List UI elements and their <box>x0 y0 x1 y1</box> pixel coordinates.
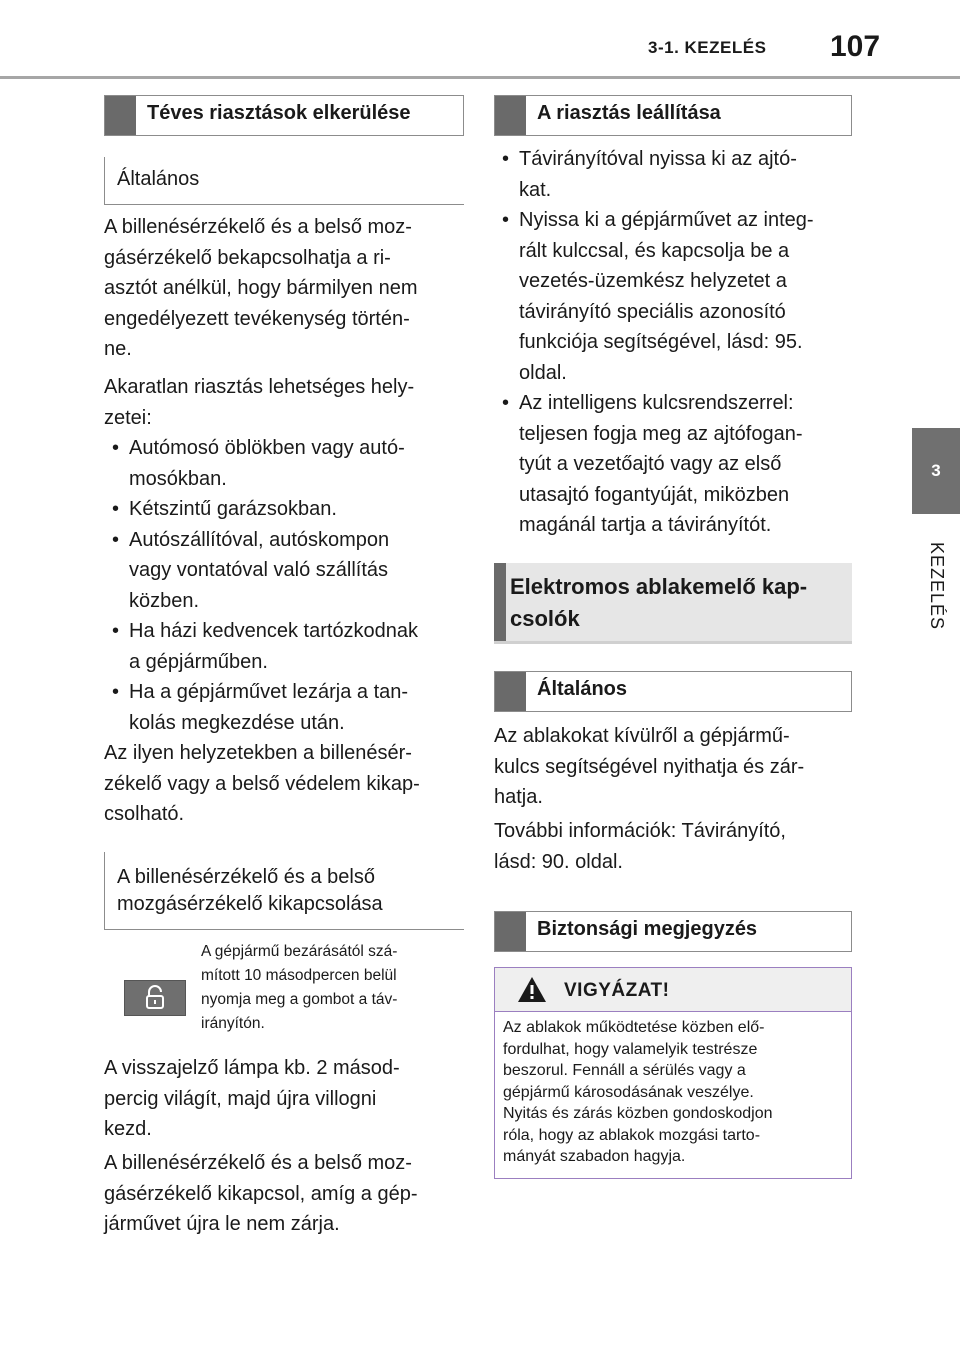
warning-box <box>494 967 852 1179</box>
subheading-general: Általános <box>117 168 200 190</box>
heading-bar <box>494 563 506 641</box>
text-line: gásérzékelő kikapcsol, amíg a gép- <box>104 1182 418 1205</box>
section-heading-false-alarms <box>104 95 464 136</box>
text-line: beszorul. Fennáll a sérülés vagy a <box>503 1062 746 1079</box>
subheading-rule <box>104 929 464 930</box>
text-line: Nyitás és zárás közben gondoskodjon <box>503 1105 773 1122</box>
text-line: magánál tartja a távirányítót. <box>519 514 772 536</box>
section-heading-general <box>494 671 852 712</box>
text-line: hatja. <box>494 786 543 808</box>
text-line: gásérzékelő bekapcsolhatja a ri- <box>104 246 391 269</box>
text-line: A billenésérzékelő és a belső moz- <box>104 216 412 238</box>
text-line: fordulhat, hogy valamelyik testrésze <box>503 1040 758 1058</box>
warning-text <box>503 1017 843 1168</box>
section-heading-stop-alarm <box>494 95 852 136</box>
chapter-tab <box>912 428 960 514</box>
text-line: mosókban. <box>129 467 227 490</box>
subheading-border <box>104 157 105 205</box>
text-line: mozgásérzékelő kikapcsolása <box>117 893 383 915</box>
section-heading-text: Általános <box>537 678 628 700</box>
paragraph-windows <box>494 721 856 813</box>
text-line: mított 10 másodpercen belül <box>201 967 397 984</box>
text-line: kezd. <box>104 1118 152 1140</box>
text-line: járművet újra le nem zárja. <box>104 1213 340 1235</box>
subheading-rule <box>104 204 464 205</box>
list-item <box>104 616 466 677</box>
text-line: Az ablakok működtetése közben elő- <box>503 1019 765 1036</box>
text-line: mányát szabadon hagyja. <box>503 1148 686 1165</box>
heading-bar <box>495 96 526 135</box>
paragraph-disable-note <box>104 738 466 830</box>
heading-bar <box>495 912 526 951</box>
running-header-section: 3-1. KEZELÉS <box>648 38 767 57</box>
text-line: irányítón. <box>201 1015 265 1032</box>
text-line: lásd: 90. oldal. <box>494 850 623 873</box>
header-divider <box>0 76 960 79</box>
text-line: A visszajelző lámpa kb. 2 másod- <box>104 1057 400 1079</box>
paragraph-situations <box>104 372 466 433</box>
text-line: zetei: <box>104 406 152 429</box>
text-line: csolók <box>510 606 580 631</box>
list-item <box>494 388 856 541</box>
list-item <box>104 494 466 525</box>
warning-title: VIGYÁZAT! <box>564 980 670 1001</box>
section-heading-text: Biztonsági megjegyzés <box>537 918 758 940</box>
heading-bar <box>105 96 136 135</box>
text-line: ne. <box>104 338 132 360</box>
warning-triangle-icon <box>517 976 547 1003</box>
text-line: percig világít, majd újra villogni <box>104 1087 377 1110</box>
text-line: közben. <box>129 589 200 612</box>
situations-list <box>104 433 466 738</box>
paragraph-intro <box>104 212 466 365</box>
text-line: utasajtó fogantyúját, miközben <box>519 483 790 506</box>
list-item <box>104 525 466 617</box>
text-line: Az ilyen helyzetekben a billenésér- <box>104 742 412 764</box>
text-line: A gépjármű bezárásától szá- <box>201 943 398 960</box>
text-line: A billenésérzékelő és a belső moz- <box>104 1152 412 1174</box>
text-line: vezetés-üzemkész helyzetet a <box>519 270 787 292</box>
subheading-border <box>104 852 105 930</box>
text-line: a gépjárműben. <box>129 650 268 673</box>
text-line: • Távirányítóval nyissa ki az ajtó- <box>519 148 797 170</box>
text-line: csolható. <box>104 803 185 825</box>
text-line: kolás megkezdése után. <box>129 711 345 734</box>
subheading-disable-sensors <box>117 864 383 918</box>
text-line: oldal. <box>519 361 567 384</box>
list-item <box>494 144 856 205</box>
heading-bar <box>495 672 526 711</box>
text-line: A billenésérzékelő és a belső <box>117 866 375 888</box>
text-line: kulcs segítségével nyithatja és zár- <box>494 755 805 778</box>
icon-instruction <box>201 940 463 1036</box>
text-line: • Autószállítóval, autóskompon <box>129 528 390 551</box>
text-line: teljesen fogja meg az ajtófogan- <box>519 422 803 445</box>
text-line: • Az intelligens kulcsrendszerrel: <box>519 392 794 414</box>
unlock-icon-glyph <box>143 985 167 1011</box>
text-line: • Autómosó öblökben vagy autó- <box>129 437 405 459</box>
page-number: 107 <box>830 30 881 63</box>
text-line: vagy vontatóval való szállítás <box>129 559 389 581</box>
section-heading-safety <box>494 911 852 952</box>
stop-alarm-list <box>494 144 856 541</box>
section-heading-power-windows <box>494 563 852 644</box>
text-line: zékelő vagy a belső védelem kikap- <box>104 772 420 795</box>
chapter-label: KEZELÉS <box>927 542 947 631</box>
list-item <box>494 205 856 388</box>
text-line: engedélyezett tevékenység történ- <box>104 307 410 330</box>
text-line: távirányító speciális azonosító <box>519 300 786 323</box>
text-line: Az ablakokat kívülről a gépjármű- <box>494 725 790 747</box>
list-item <box>104 677 466 738</box>
text-line: kat. <box>519 178 552 201</box>
section-heading-text: Téves riasztások elkerülése <box>147 102 411 124</box>
text-line: • Ha a gépjárművet lezárja a tan- <box>129 681 409 703</box>
paragraph-sensors-off <box>104 1148 466 1240</box>
chapter-number: 3 <box>931 461 941 480</box>
unlock-icon <box>124 980 186 1016</box>
warning-header <box>495 968 851 1012</box>
section-heading-text: A riasztás leállítása <box>537 102 721 124</box>
text-line: • Nyissa ki a gépjárművet az integ- <box>519 209 814 231</box>
list-item <box>104 433 466 494</box>
text-line: rált kulccsal, és kapcsolja be a <box>519 239 790 262</box>
text-line: róla, hogy az ablakok mozgási tarto- <box>503 1126 761 1144</box>
text-line: gépjármű károsodásának veszélye. <box>503 1083 754 1101</box>
text-line: nyomja meg a gombot a táv- <box>201 991 398 1008</box>
text-line: További információk: Távirányító, <box>494 820 786 842</box>
text-line: • Kétszintű garázsokban. <box>129 498 337 520</box>
paragraph-more-info <box>494 816 856 877</box>
paragraph-indicator <box>104 1053 466 1145</box>
text-line: funkciója segítségével, lásd: 95. <box>519 331 803 353</box>
section-heading-text <box>510 571 807 635</box>
text-line: Elektromos ablakemelő kap- <box>510 574 808 599</box>
text-line: Akaratlan riasztás lehetséges hely- <box>104 376 415 398</box>
text-line: • Ha házi kedvencek tartózkodnak <box>129 620 419 642</box>
text-line: tyút a vezetőajtó vagy az első <box>519 453 782 475</box>
text-line: asztót anélkül, hogy bármilyen nem <box>104 277 418 299</box>
